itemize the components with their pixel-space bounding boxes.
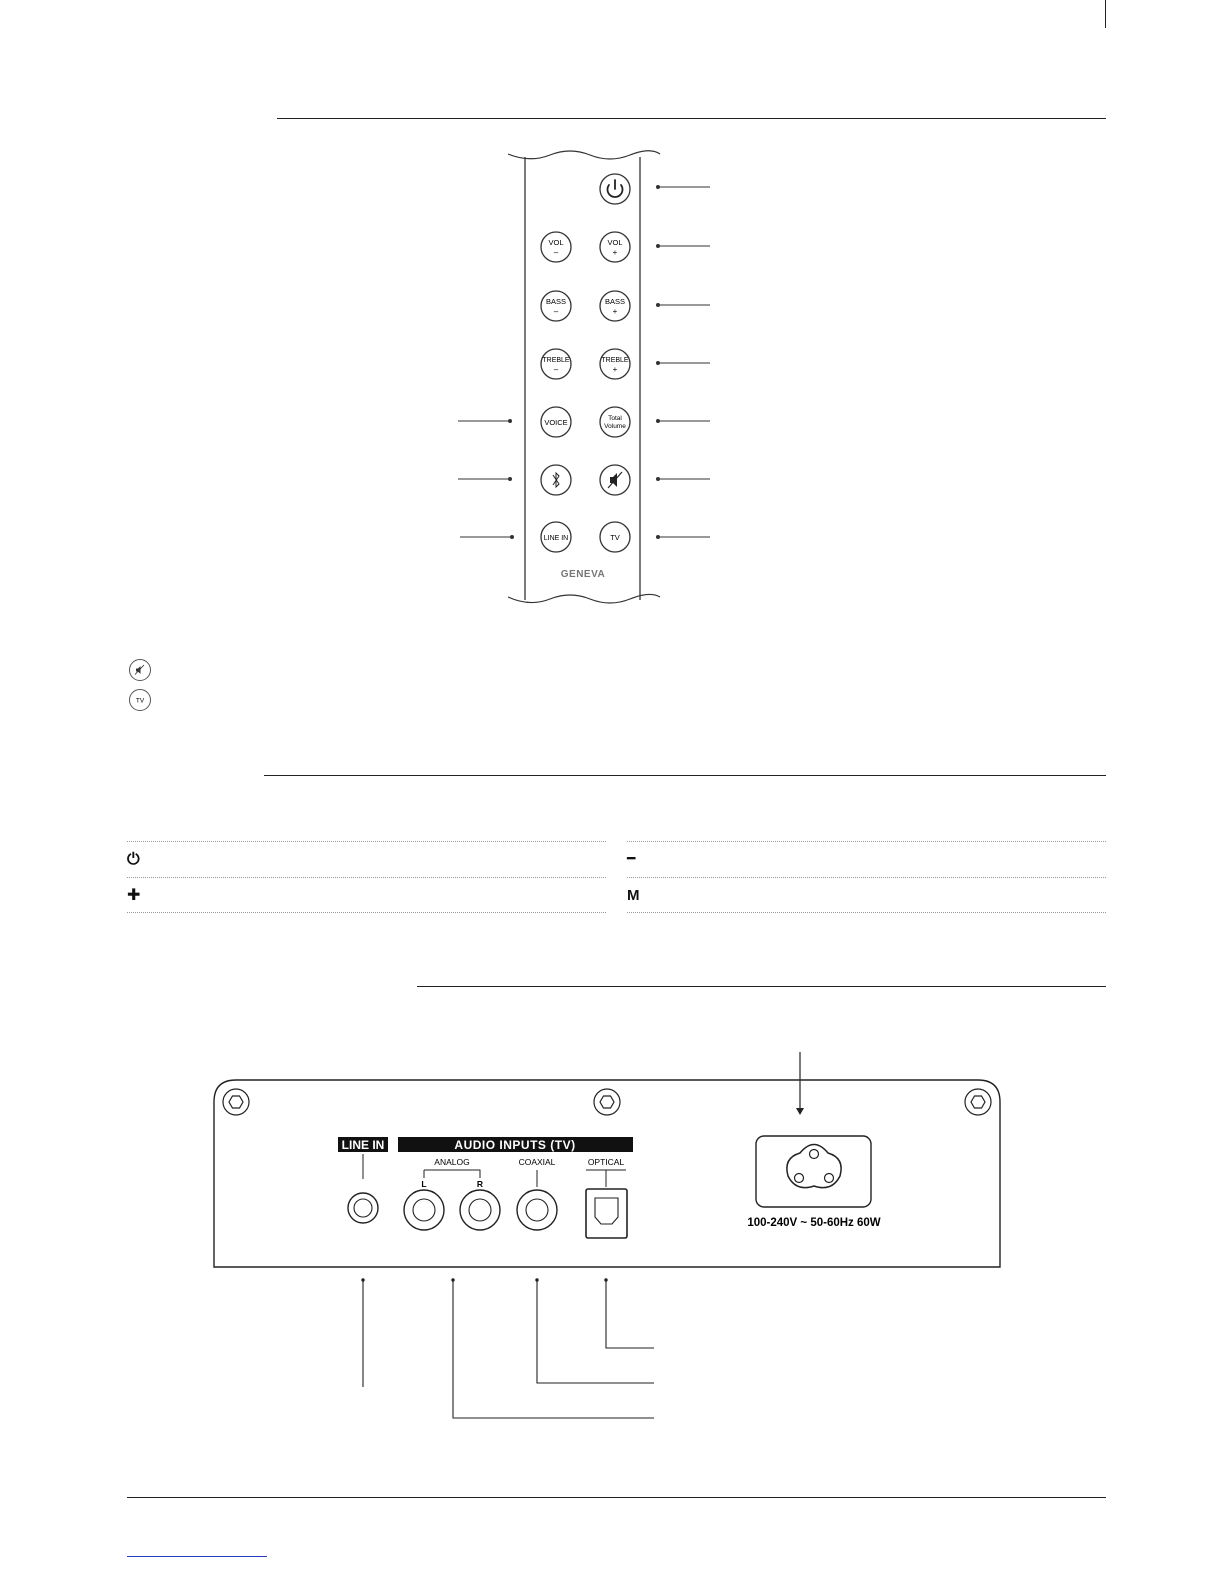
total-volume-button[interactable] bbox=[600, 407, 630, 437]
remote-bottom-wave bbox=[508, 594, 660, 603]
table-row-divider bbox=[127, 877, 606, 878]
treble-minus-button[interactable] bbox=[541, 349, 571, 379]
treble-plus-button[interactable] bbox=[600, 349, 630, 379]
coaxial-label: COAXIAL bbox=[518, 1157, 556, 1167]
tv-button[interactable] bbox=[600, 522, 630, 552]
bass-plus-sign: + bbox=[612, 307, 618, 316]
section-rule-rear-panel bbox=[417, 986, 1106, 987]
left-leaders bbox=[458, 420, 514, 539]
footer-rule bbox=[127, 1497, 1106, 1498]
total-volume-label-bottom: Volume bbox=[604, 423, 626, 430]
table-row-divider bbox=[127, 841, 606, 842]
voice-button[interactable] bbox=[541, 407, 571, 437]
table-row-divider bbox=[627, 912, 1106, 913]
remote-diagram bbox=[440, 145, 730, 615]
power-symbol-icon: ⏻ bbox=[127, 849, 140, 868]
bluetooth-button[interactable] bbox=[541, 465, 571, 495]
vol-plus-button[interactable] bbox=[600, 232, 630, 262]
section-rule-remote bbox=[277, 118, 1106, 119]
voice-label: VOICE bbox=[544, 418, 568, 427]
bass-minus-sign: – bbox=[553, 307, 559, 316]
power-button[interactable] bbox=[600, 174, 630, 204]
vol-plus-sign: + bbox=[612, 248, 618, 257]
power-rating-label: 100-240V ~ 50-60Hz 60W bbox=[747, 1217, 881, 1229]
analog-right-jack bbox=[460, 1190, 500, 1230]
analog-label: ANALOG bbox=[434, 1157, 470, 1167]
bass-minus-label: BASS bbox=[545, 297, 567, 306]
legend-mute-icon bbox=[128, 658, 152, 682]
page-edge-mark bbox=[1105, 0, 1106, 28]
legend-tv-icon bbox=[128, 688, 152, 712]
section-rule-indicators bbox=[264, 775, 1106, 776]
analog-left-jack bbox=[404, 1190, 444, 1230]
screw-icon bbox=[594, 1089, 620, 1115]
m-symbol-icon: M bbox=[627, 887, 640, 904]
legend-tv-label: TV bbox=[135, 697, 145, 705]
plus-symbol-icon: ✚ bbox=[127, 885, 141, 904]
analog-left-label: L bbox=[421, 1179, 427, 1189]
line-in-button[interactable] bbox=[541, 522, 571, 552]
screw-icon bbox=[223, 1089, 249, 1115]
bass-minus-button[interactable] bbox=[541, 291, 571, 321]
power-inlet bbox=[756, 1136, 871, 1207]
treble-minus-sign: – bbox=[553, 365, 559, 374]
optical-port bbox=[586, 1189, 627, 1238]
table-row-divider bbox=[627, 877, 1106, 878]
vol-minus-label: VOL bbox=[548, 238, 564, 247]
bass-plus-label: BASS bbox=[604, 297, 626, 306]
minus-symbol-icon: ━ bbox=[627, 851, 636, 867]
treble-plus-sign: + bbox=[612, 365, 618, 374]
line-in-jack bbox=[348, 1193, 378, 1223]
tv-label: TV bbox=[610, 533, 620, 542]
mute-button[interactable] bbox=[600, 465, 630, 495]
right-leaders bbox=[657, 186, 711, 539]
rear-panel-diagram bbox=[200, 1050, 1020, 1430]
vol-plus-label: VOL bbox=[607, 238, 623, 247]
footer-link-underline[interactable] bbox=[127, 1556, 267, 1557]
vol-minus-sign: – bbox=[553, 248, 559, 257]
line-in-label: LINE IN bbox=[543, 535, 569, 542]
remote-top-wave bbox=[508, 151, 660, 159]
table-row-divider bbox=[627, 841, 1106, 842]
screw-icon bbox=[965, 1089, 991, 1115]
vol-minus-button[interactable] bbox=[541, 232, 571, 262]
analog-right-label: R bbox=[476, 1179, 484, 1189]
rear-panel-leaders bbox=[363, 1281, 654, 1418]
remote-brand: GENEVA bbox=[560, 569, 606, 580]
audio-inputs-label: AUDIO INPUTS (TV) bbox=[454, 1138, 576, 1152]
table-row-divider bbox=[127, 912, 606, 913]
optical-label: OPTICAL bbox=[587, 1157, 625, 1167]
total-volume-label-top: Total bbox=[608, 415, 622, 422]
treble-minus-label: TREBLE bbox=[542, 357, 570, 364]
treble-plus-label: TREBLE bbox=[601, 357, 629, 364]
bass-plus-button[interactable] bbox=[600, 291, 630, 321]
coaxial-jack bbox=[517, 1190, 557, 1230]
line-in-port-label: LINE IN bbox=[341, 1138, 385, 1152]
